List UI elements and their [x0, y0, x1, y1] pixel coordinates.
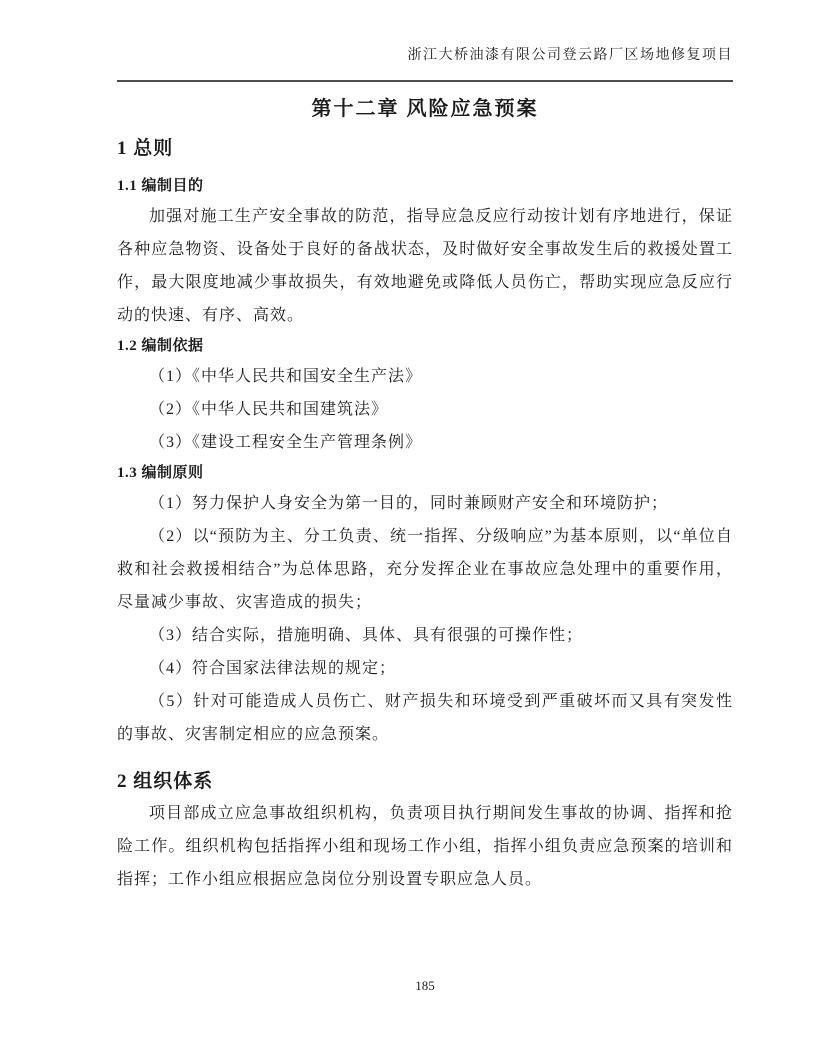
list-item: （1）《中华人民共和国安全生产法》 — [149, 368, 423, 385]
list-item: （3）《建设工程安全生产管理条例》 — [149, 434, 423, 451]
section-2-paragraph: 项目部成立应急事故组织机构，负责项目执行期间发生事故的协调、指挥和抢险工作。组织机构包括指挥小组和现场工作小组，指挥小组负责应急预案的培训和指挥；工作小组应根据应急岗位分别设置专职应急人员。 — [117, 805, 733, 888]
section-1-2-heading: 1.2 编制依据 — [117, 338, 204, 354]
list-item: （2）《中华人民共和国建筑法》 — [149, 401, 389, 418]
section-1-heading: 1 总则 — [117, 138, 174, 159]
header-rule — [117, 80, 733, 82]
section-1-1-paragraph: 加强对施工生产安全事故的防范，指导应急反应行动按计划有序地进行，保证各种应急物资、设备处于良好的备战状态，及时做好安全事故发生后的救援处置工作，最大限度地减少事故损失，有效地避免或降低人员伤亡，帮助实现应急反应行动的快速、有序、高效。 — [117, 208, 733, 324]
list-item: （5）针对可能造成人员伤亡、财产损失和环境受到严重破坏而又具有突发性的事故、灾害制定相应的应急预案。 — [117, 693, 733, 743]
section-2-heading: 2 组织体系 — [117, 771, 214, 792]
section-1-1-heading: 1.1 编制目的 — [117, 178, 204, 194]
section-1-3-heading: 1.3 编制原则 — [117, 465, 204, 481]
document-content — [117, 92, 733, 896]
running-header: 浙江大桥油漆有限公司登云路厂区场地修复项目 — [407, 48, 733, 63]
list-item: （2）以“预防为主、分工负责、统一指挥、分级响应”为基本原则，以“单位自救和社会救援相结合”为总体思路，充分发挥企业在事故应急处理中的重要作用，尽量减少事故、灾害造成的损失； — [117, 528, 733, 611]
chapter-title: 第十二章 风险应急预案 — [311, 98, 539, 120]
list-item: （1）努力保护人身安全为第一目的，同时兼顾财产安全和环境防护； — [149, 495, 669, 512]
page-number: 185 — [415, 978, 435, 993]
list-item: （3）结合实际，措施明确、具体、具有很强的可操作性； — [149, 627, 584, 644]
list-item: （4）符合国家法律法规的规定； — [149, 660, 397, 677]
